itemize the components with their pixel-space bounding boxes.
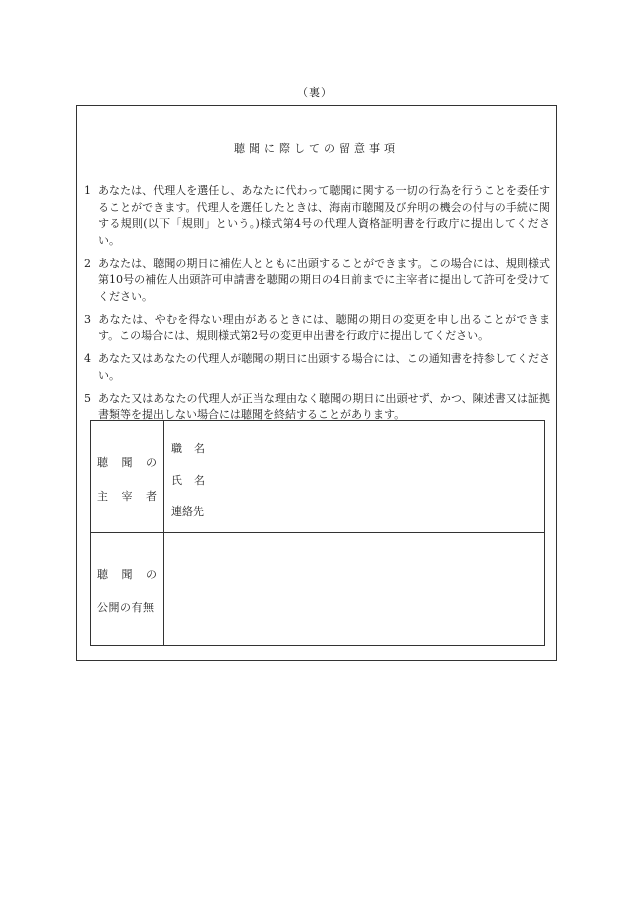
disclosure-label-cell [91,532,163,645]
presider-title-field[interactable]: 職 名 [171,442,205,455]
item-number: 4 [84,352,91,365]
notice-item [84,256,550,306]
disclosure-label-line1: 聴 聞 の [97,568,157,581]
item-number: 2 [84,256,91,270]
presider-table [90,420,545,646]
presider-name-field[interactable]: 氏 名 [171,474,205,487]
notice-items [84,183,550,430]
notice-title: 聴聞に際しての留意事項 [234,142,399,155]
item-text: あなたは、聴聞の期日に補佐人とともに出頭することができます。この場合には、規則様式第10号の補佐人出頭許可申請書を聴聞の期日の4日前までに主宰者に提出して許可を受けてください。 [98,256,550,303]
disclosure-value-field[interactable] [171,551,541,631]
item-number: 1 [84,184,91,197]
presider-contact-field[interactable]: 連絡先 [171,505,204,518]
notice-item [84,351,550,384]
item-text: あなたは、やむを得ない理由があるときには、聴聞の期日の変更を申し出ることができます。この場合には、規則様式第2号の変更申出書を行政庁に提出してください。 [98,312,550,342]
item-text: あなた又はあなたの代理人が聴聞の期日に出頭する場合には、この通知書を持参してください。 [98,352,550,382]
notice-item [84,391,550,424]
notice-frame [76,105,557,661]
page-side-marker: （裏） [297,86,333,99]
presider-label-line1: 聴 聞 の [97,456,157,469]
item-text: あなたは、代理人を選任し、あなたに代わって聴聞に関する一切の行為を行うことを委任することができます。代理人を選任したときは、海南市聴聞及び弁明の機会の付与の手続に関する規則(以下「規則」という。)様式第4号の代理人資格証明書を行政庁に提出してください。 [98,184,550,247]
item-number: 5 [84,391,91,405]
column-divider [163,421,164,645]
presider-label-cell [91,421,163,532]
notice-item [84,183,550,249]
disclosure-label-line2: 公開の有無 [97,601,155,614]
notice-item [84,312,550,345]
presider-label-line2: 主 宰 者 [97,490,157,503]
item-number: 3 [84,312,91,326]
item-text: あなた又はあなたの代理人が正当な理由なく聴聞の期日に出頭せず、かつ、陳述書又は証拠書類等を提出しない場合には聴聞を終結することがあります。 [98,391,550,421]
